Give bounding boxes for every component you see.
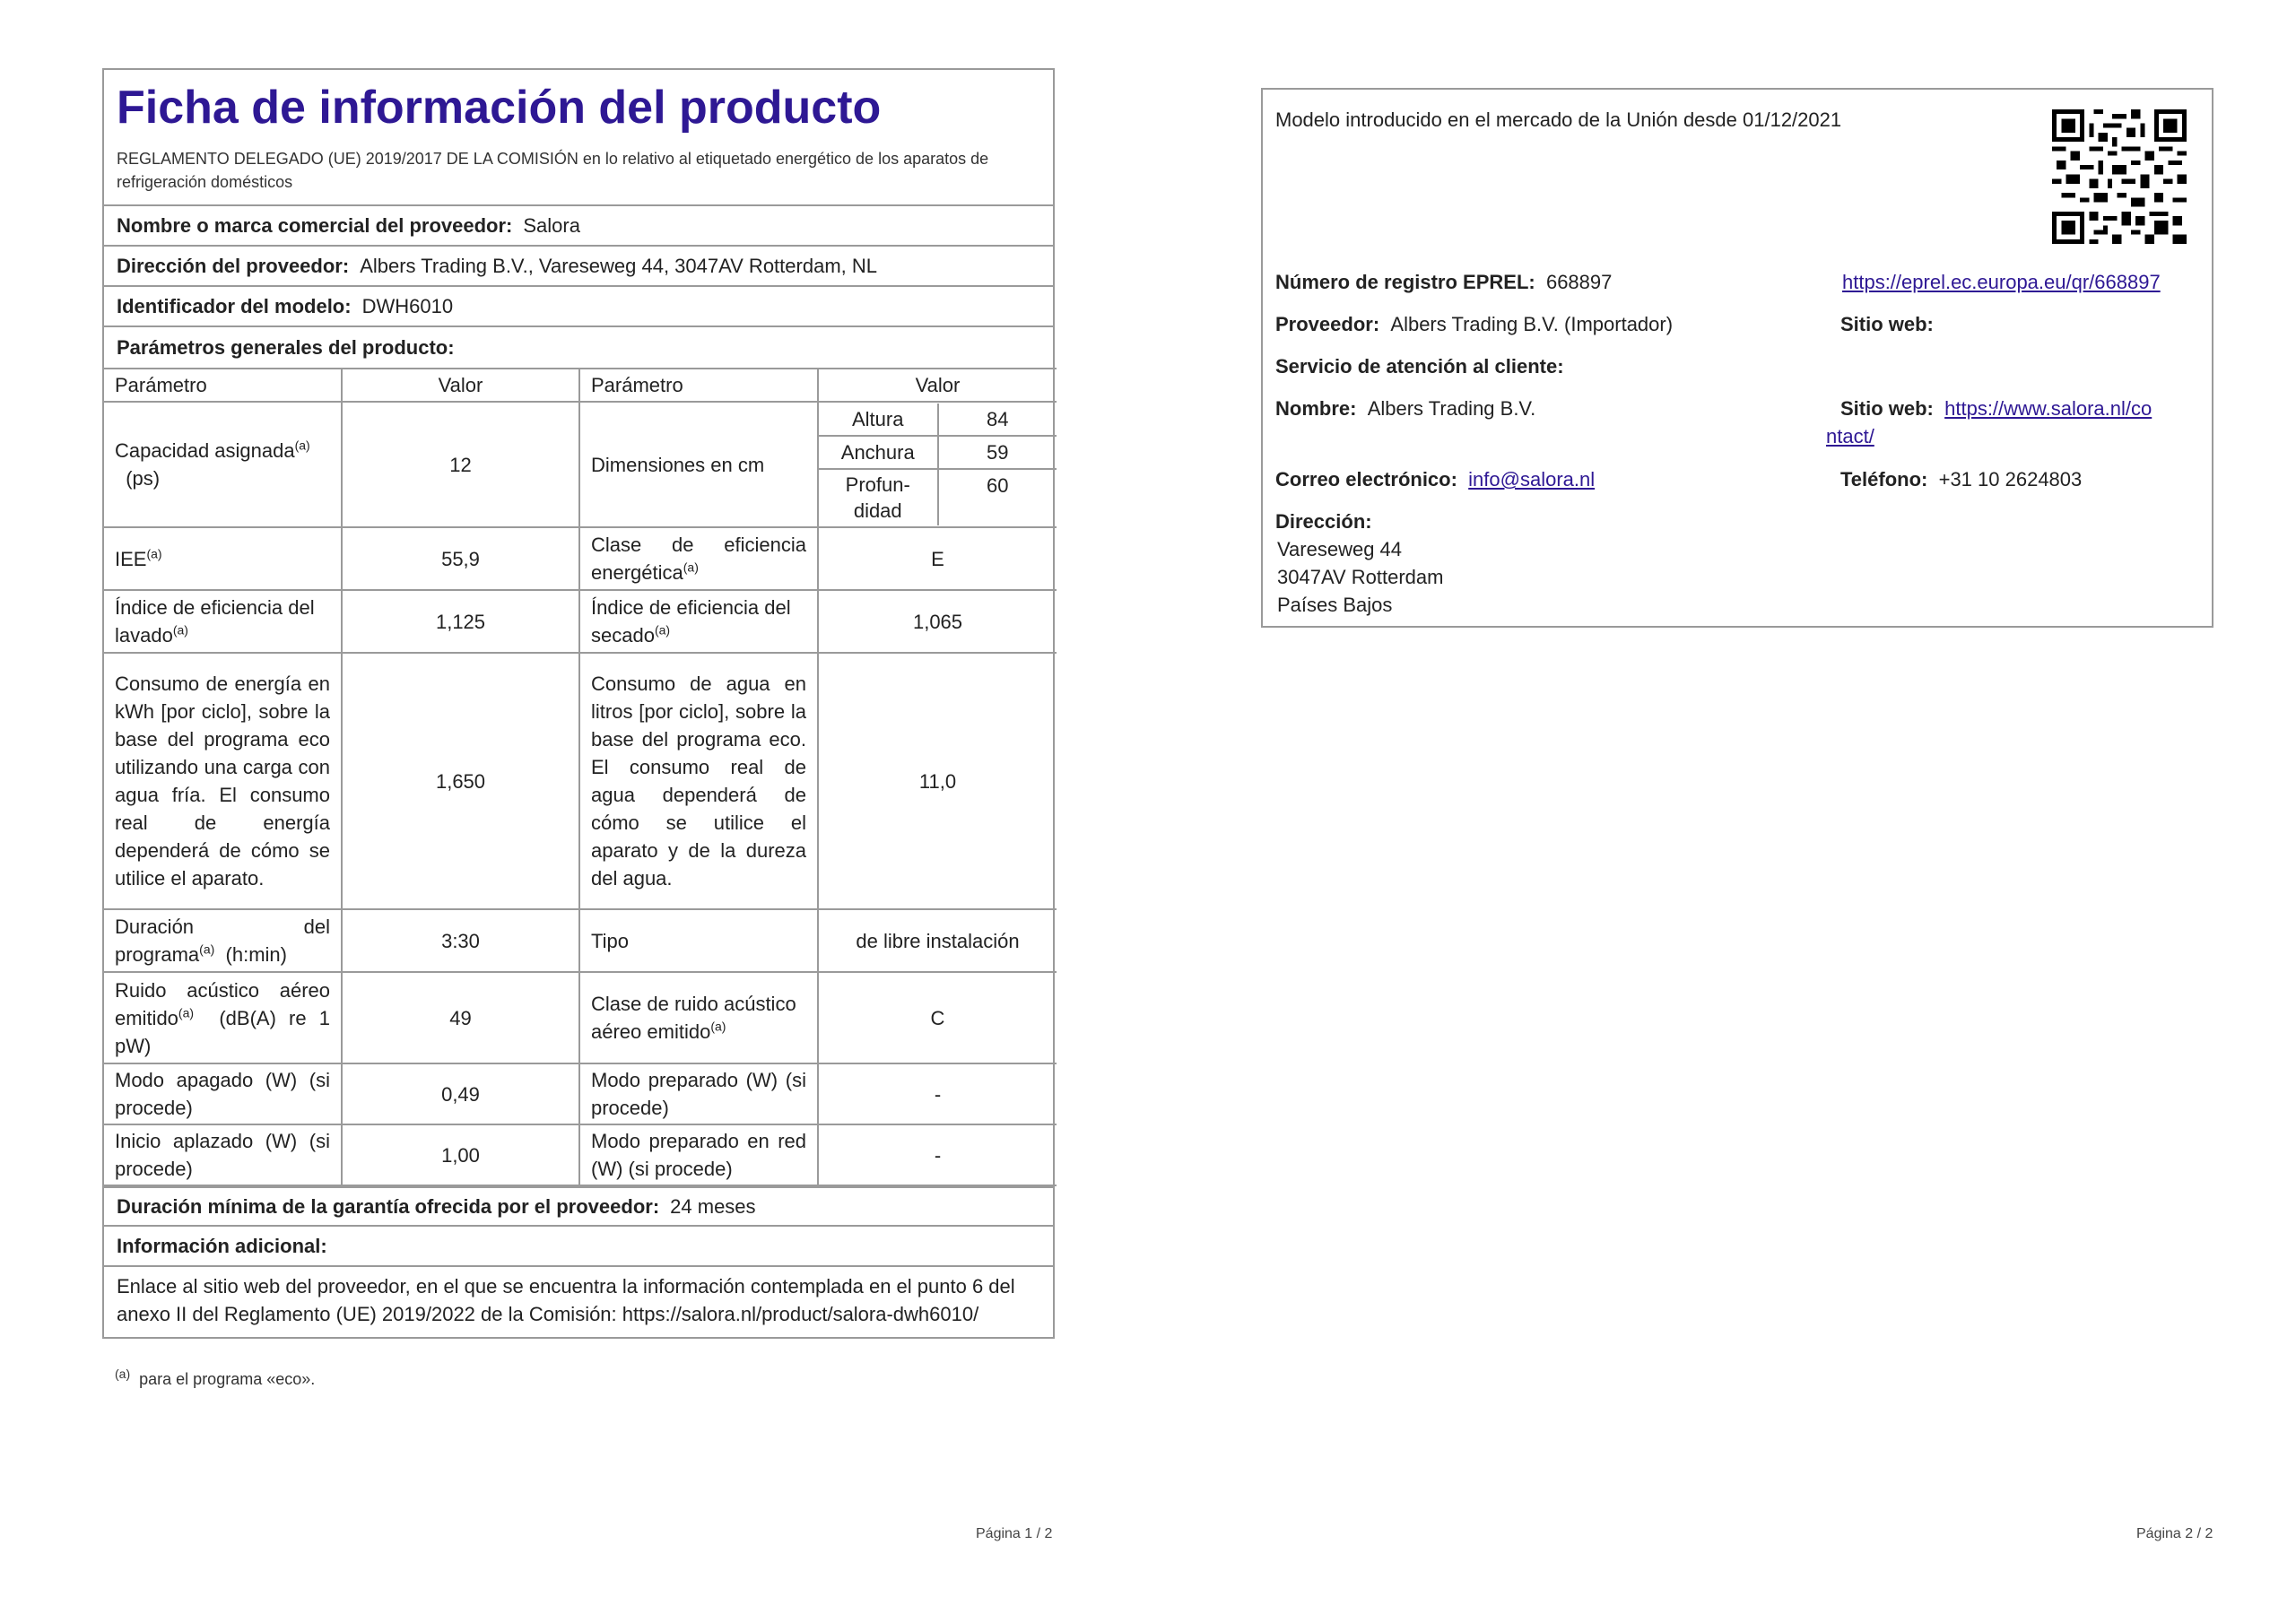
eprel-row (1275, 268, 1612, 296)
product-info-sheet (102, 68, 1055, 1339)
height-value: 84 (938, 404, 1057, 436)
address-line-3: Países Bajos (1277, 594, 1393, 616)
standby-value: - (818, 1063, 1057, 1124)
energy-class-label: Clase de eficiencia energética$^{(a)}$ (579, 527, 818, 590)
supplier-name-value: Salora (523, 213, 580, 237)
noise-label: Ruido acústico aéreo emitido$^{(a)}$ (dB(A) re 1 pW) (104, 972, 342, 1063)
header-param-2: Parámetro (579, 369, 818, 402)
noise-class-value: C (818, 972, 1057, 1063)
table-header-row (104, 369, 1057, 402)
website2-label: Sitio web: (1840, 397, 1934, 420)
website-label: Sitio web: (1840, 313, 1934, 335)
rated-capacity-label: Capacidad asignada$^{(a)}$ (ps) (104, 402, 342, 527)
footnote-mark: (a) (115, 1367, 131, 1381)
water-consumption-value: 11,0 (818, 653, 1057, 909)
eprel-info-panel (1261, 88, 2213, 628)
warranty-label: Duración mínima de la garantía ofrecida por el proveedor: (117, 1194, 660, 1218)
additional-info-label: Información adicional: (117, 1234, 327, 1257)
delay-start-value: 1,00 (342, 1124, 579, 1185)
table-row (104, 909, 1057, 972)
page-number-2: Página 2 / 2 (2136, 1526, 2213, 1541)
model-id-value: DWH6010 (361, 294, 454, 317)
supplier-name-row (104, 206, 1053, 247)
rated-capacity-value: 12 (342, 402, 579, 527)
warranty-value: 24 meses (670, 1194, 756, 1218)
model-id-label: Identificador del modelo: (117, 294, 352, 317)
depth-value: 60 (938, 469, 1057, 525)
phone-label: Teléfono: (1840, 468, 1928, 490)
title-block (104, 70, 1053, 206)
table-row (104, 527, 1057, 590)
address-line-1: Vareseweg 44 (1277, 538, 1403, 560)
cleaning-index-value: 1,125 (342, 590, 579, 653)
footnote-text: para el programa «eco». (139, 1370, 316, 1388)
regulation-subtitle: REGLAMENTO DELEGADO (UE) 2019/2017 DE LA COMISIÓN en lo relativo al etiquetado energético de los aparatos de refrigeración domésticos (117, 150, 989, 191)
name-value: Albers Trading B.V. (1367, 397, 1536, 420)
phone-value: +31 10 2624803 (1938, 468, 2083, 490)
table-row (104, 402, 1057, 527)
page-title: Ficha de información del producto (117, 82, 882, 134)
name-row (1275, 395, 1535, 422)
website2-link[interactable]: https://www.salora.nl/co (1944, 397, 2152, 420)
table-row (104, 590, 1057, 653)
address-label: Dirección: (1275, 510, 1372, 533)
email-link[interactable]: info@salora.nl (1468, 468, 1596, 490)
cleaning-index-label: Índice de eficiencia del lavado$^{(a)}$ (104, 590, 342, 653)
website2-link-cont[interactable]: ntact/ (1826, 425, 1874, 447)
height-label: Altura (819, 404, 938, 436)
drying-index-label: Índice de eficiencia del secado$^{(a)}$ (579, 590, 818, 653)
header-value-2: Valor (818, 369, 1057, 402)
standby-label: Modo preparado (W) (si procede) (579, 1063, 818, 1124)
supplier-address-row (104, 247, 1053, 287)
energy-consumption-value: 1,650 (342, 653, 579, 909)
supplier-name-label: Nombre o marca comercial del proveedor: (117, 213, 513, 237)
off-mode-label: Modo apagado (W) (si procede) (104, 1063, 342, 1124)
supplier-address-label: Dirección del proveedor: (117, 254, 350, 277)
table-row (104, 1063, 1057, 1124)
supplier-row (1275, 310, 1673, 338)
eprel-number: 668897 (1545, 271, 1613, 293)
width-value: 59 (938, 436, 1057, 469)
dimensions-label: Dimensiones en cm (579, 402, 818, 527)
address-line-2: 3047AV Rotterdam (1277, 566, 1444, 588)
phone-row (1840, 465, 2082, 493)
additional-info-text: Enlace al sitio web del proveedor, en el que se encuentra la información contemplada en el punto 6 del anexo II del Reglamento (UE) 2019/2022 de la Comisión: https://salora.nl/product/salora-dwh6010/ (117, 1275, 1015, 1325)
dimensions-table (819, 404, 1057, 525)
header-param-1: Parámetro (104, 369, 342, 402)
network-standby-value: - (818, 1124, 1057, 1185)
programme-duration-value: 3:30 (342, 909, 579, 972)
customer-service-label: Servicio de atención al cliente: (1275, 355, 1564, 378)
page-number-1: Página 1 / 2 (976, 1526, 1053, 1541)
type-label: Tipo (579, 909, 818, 972)
type-value: de libre instalación (818, 909, 1057, 972)
eei-label: IEE$^{(a)}$ (104, 527, 342, 590)
eei-value: 55,9 (342, 527, 579, 590)
drying-index-value: 1,065 (818, 590, 1057, 653)
supplier-label: Proveedor: (1275, 313, 1380, 335)
model-id-row (104, 287, 1053, 327)
table-row (104, 1124, 1057, 1185)
depth-label: Profun-didad (819, 469, 938, 525)
supplier-value: Albers Trading B.V. (Importador) (1390, 313, 1674, 335)
table-row (104, 972, 1057, 1063)
supplier-address-value: Albers Trading B.V., Vareseweg 44, 3047AV Rotterdam, NL (360, 254, 877, 277)
noise-value: 49 (342, 972, 579, 1063)
energy-class-value: E (818, 527, 1057, 590)
qr-code-icon[interactable] (2052, 109, 2187, 244)
header-value-1: Valor (342, 369, 579, 402)
off-mode-value: 0,49 (342, 1063, 579, 1124)
energy-consumption-label: Consumo de energía en kWh [por ciclo], sobre la base del programa eco utilizando una carga con agua fría. El consumo real de energía dependerá de cómo se utilice el aparato. (104, 653, 342, 909)
market-intro-text: Modelo introducido en el mercado de la Unión desde 01/12/2021 (1275, 108, 1842, 131)
dimensions-values (818, 402, 1057, 527)
delay-start-label: Inicio aplazado (W) (si procede) (104, 1124, 342, 1185)
warranty-row (104, 1186, 1053, 1227)
noise-class-label: Clase de ruido acústico aéreo emitido$^{(a)}$ (579, 972, 818, 1063)
eprel-link[interactable]: https://eprel.ec.europa.eu/qr/668897 (1842, 271, 2161, 293)
network-standby-label: Modo preparado en red (W) (si procede) (579, 1124, 818, 1185)
website2-row (1840, 395, 2152, 422)
table-row (104, 653, 1057, 909)
name-label: Nombre: (1275, 397, 1357, 420)
email-label: Correo electrónico: (1275, 468, 1457, 490)
width-label: Anchura (819, 436, 938, 469)
eprel-label: Número de registro EPREL: (1275, 271, 1535, 293)
general-params-label: Parámetros generales del producto: (117, 335, 455, 359)
water-consumption-label: Consumo de agua en litros [por ciclo], sobre la base del programa eco. El consumo real de agua dependerá de cómo se utilice el aparato y de la dureza del agua. (579, 653, 818, 909)
parameters-table (104, 368, 1057, 1186)
general-params-row (104, 327, 1053, 368)
additional-info-row (104, 1227, 1053, 1267)
footnote (115, 1367, 316, 1389)
programme-duration-label: Duración del programa$^{(a)}$ (h:min) (104, 909, 342, 972)
email-row (1275, 465, 1595, 493)
